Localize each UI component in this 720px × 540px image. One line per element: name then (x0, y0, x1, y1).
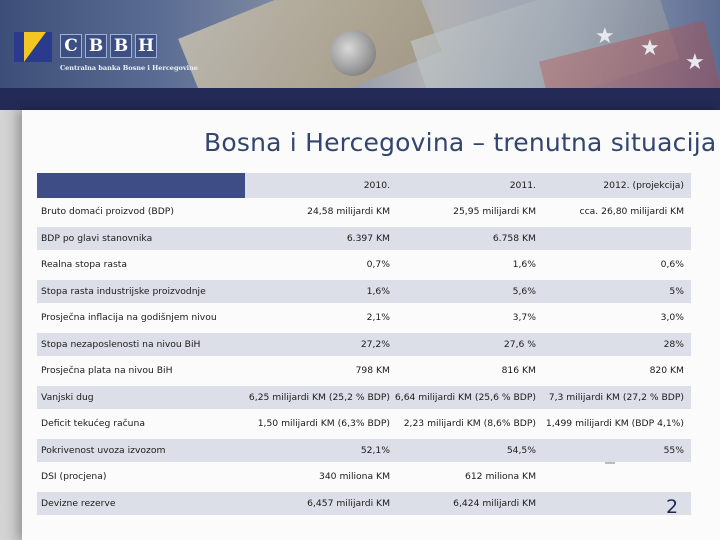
table-row (37, 490, 691, 517)
decorative-dash (605, 462, 615, 464)
table-cell: 7,3 milijardi KM (27,2 % BDP) (548, 391, 684, 403)
data-table (37, 172, 691, 517)
table-cell: 6,424 milijardi KM (453, 497, 536, 509)
table-row (37, 225, 691, 252)
table-cell: 27,6 % (503, 338, 536, 350)
row-label: Deficit tekućeg računa (41, 418, 145, 430)
table-cell: 820 KM (649, 365, 684, 377)
table-row (37, 252, 691, 279)
logo-caption: Centralna banka Bosne i Hercegovine (60, 64, 198, 72)
table-cell: 5% (669, 285, 684, 297)
table-cell: 6.758 KM (492, 232, 536, 244)
logo-letter: B (110, 34, 132, 58)
logo-letter: C (60, 34, 82, 58)
row-label: DSI (procjena) (41, 471, 107, 483)
table-cell: 340 miliona KM (318, 471, 390, 483)
row-label: Prosječna inflacija na godišnjem nivou (41, 312, 217, 324)
table-row (37, 305, 691, 332)
logo-letter: B (85, 34, 107, 58)
table-cell (536, 225, 684, 252)
table-cell: 1,499 milijardi KM (BDP 4,1%) (545, 418, 684, 430)
table-cell: 2,23 milijardi KM (8,6% BDP) (403, 418, 536, 430)
table-row (37, 437, 691, 464)
table-cell: 6,64 milijardi KM (25,6 % BDP) (394, 391, 536, 403)
table-cell: 6,457 milijardi KM (307, 497, 390, 509)
logo (60, 34, 157, 58)
table-cell: 3,7% (512, 312, 536, 324)
row-label: Realna stopa rasta (41, 259, 127, 271)
table-cell: 6.397 KM (346, 232, 390, 244)
table-cell: 5,6% (512, 285, 536, 297)
column-header: 2010. (363, 179, 390, 191)
row-label: Bruto domaći proizvod (BDP) (41, 206, 174, 218)
column-header: 2012. (projekcija) (603, 179, 684, 191)
nav-band (0, 88, 720, 110)
table-cell: 6,25 milijardi KM (25,2 % BDP) (248, 391, 390, 403)
column-header: 2011. (509, 179, 536, 191)
flag-icon (14, 32, 52, 62)
table-cell: 28% (663, 338, 684, 350)
table-cell: 0,6% (660, 259, 684, 271)
table-row (37, 278, 691, 305)
row-label: BDP po glavi stanovnika (41, 232, 153, 244)
header-banner: ★ ★ ★ C B B H Centralna banka Bosne i Hercegovine (0, 0, 720, 88)
table-cell: 816 KM (501, 365, 536, 377)
banknote-image (178, 0, 442, 88)
left-margin (0, 110, 22, 540)
table-cell: 25,95 milijardi KM (453, 206, 536, 218)
logo-letter: H (135, 34, 157, 58)
row-label: Stopa rasta industrijske proizvodnje (41, 285, 206, 297)
table-row (37, 384, 691, 411)
table-cell: 1,6% (512, 259, 536, 271)
table-cell: cca. 26,80 milijardi KM (579, 206, 684, 218)
slide-title: Bosna i Hercegovina – trenutna situacija (204, 128, 717, 157)
page-number: 2 (666, 496, 679, 518)
table-cell: 0,7% (366, 259, 390, 271)
header-label-cell (37, 173, 245, 198)
row-label: Vanjski dug (41, 391, 94, 403)
table-row (37, 411, 691, 438)
table-cell: 3,0% (660, 312, 684, 324)
table-header-row (37, 172, 691, 199)
table-cell (536, 490, 684, 517)
table-cell: 2,1% (366, 312, 390, 324)
table-row (37, 199, 691, 226)
table-cell: 54,5% (506, 444, 536, 456)
table-row (37, 464, 691, 491)
table-cell: 52,1% (360, 444, 390, 456)
table-cell: 612 miliona KM (464, 471, 536, 483)
table-cell: 1,50 milijardi KM (6,3% BDP) (257, 418, 390, 430)
table-cell: 798 KM (355, 365, 390, 377)
table-cell: 27,2% (360, 338, 390, 350)
coin-image (330, 30, 376, 76)
row-label: Devizne rezerve (41, 497, 116, 509)
row-label: Prosječna plata na nivou BiH (41, 365, 173, 377)
row-label: Pokrivenost uvoza izvozom (41, 444, 166, 456)
table-cell: 1,6% (366, 285, 390, 297)
table-row (37, 358, 691, 385)
table-row (37, 331, 691, 358)
table-cell: 24,58 milijardi KM (307, 206, 390, 218)
row-label: Stopa nezaposlenosti na nivou BiH (41, 338, 201, 350)
table-cell (536, 464, 684, 491)
table-cell: 55% (663, 444, 684, 456)
